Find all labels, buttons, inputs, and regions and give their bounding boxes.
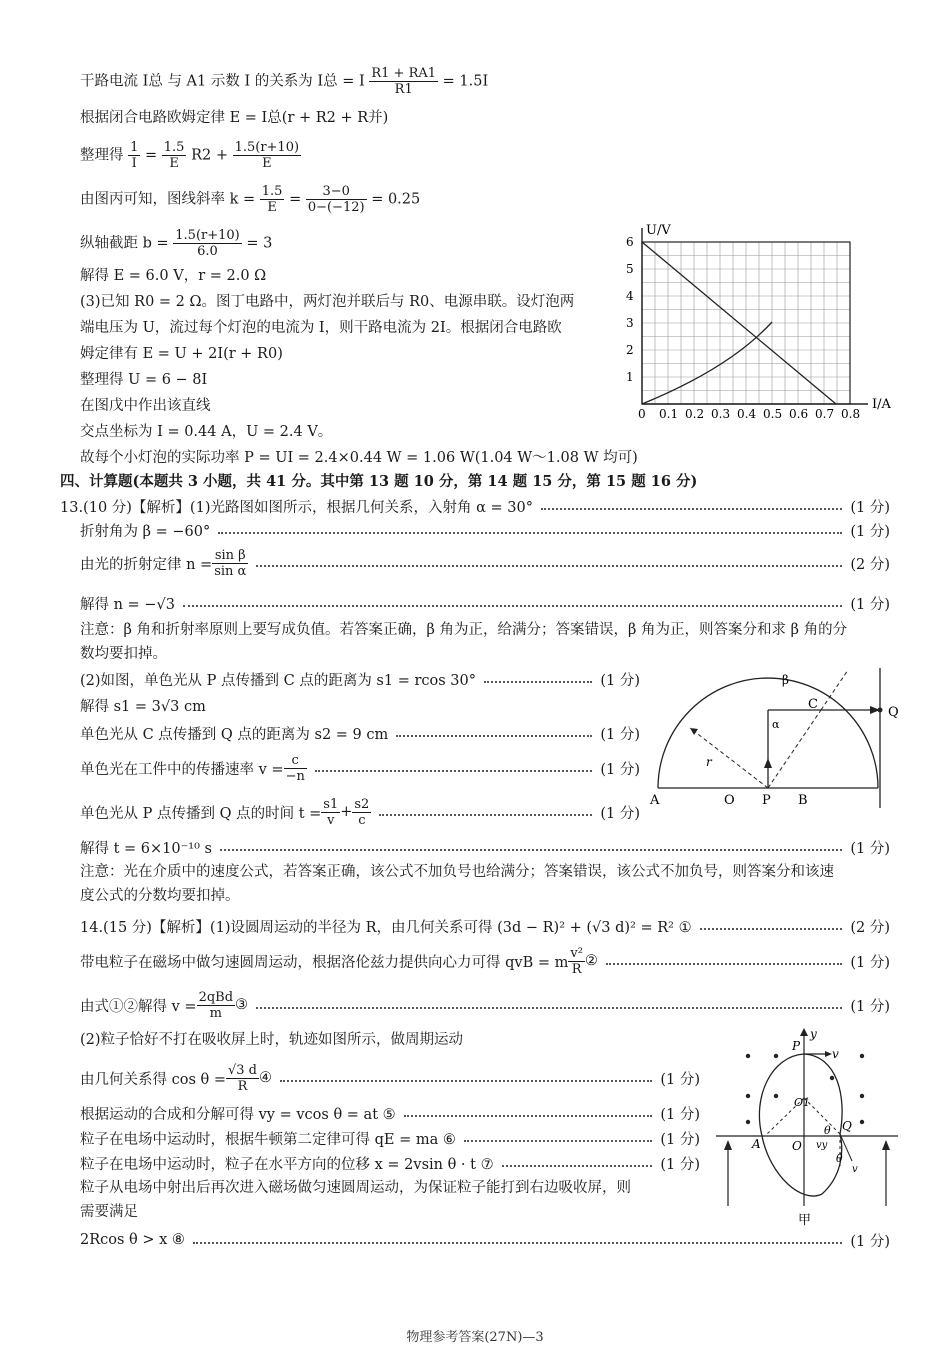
y-tick-label: 1 — [626, 370, 634, 384]
line-13: 故每个小灯泡的实际功率 P = UI = 2.4×0.44 W = 1.06 W(1.04 W～1.08 W 均可) — [80, 450, 638, 466]
incident-arrowhead — [764, 758, 772, 768]
label-o: O — [792, 1139, 802, 1153]
field-dot — [860, 1054, 864, 1058]
label-q: Q — [888, 705, 899, 720]
q14-row-6: 根据运动的合成和分解可得 vy = vcos θ = at ⑤ (1 分) — [80, 1106, 700, 1123]
line-2: 根据闭合电路欧姆定律 E = I总(r + R2 + R并) — [80, 110, 389, 126]
fraction: $\frac{R1 + RA1}{R1}$ — [371, 66, 437, 97]
y-axis-label: U/V — [646, 223, 671, 238]
figure-caption: 甲 — [798, 1213, 812, 1228]
label-r: r — [706, 755, 712, 769]
line-9: 姆定律有 E = U + 2I(r + R0) — [80, 346, 283, 362]
y-tick-label: 2 — [626, 343, 634, 357]
label-alpha: α — [772, 718, 780, 731]
field-dot — [774, 1094, 778, 1098]
x-tick-label: 0.2 — [685, 407, 705, 421]
label-beta: β — [782, 673, 789, 687]
label-vy-1: vy — [816, 1140, 828, 1151]
label-a: A — [752, 1137, 761, 1151]
label-theta-2: θ — [836, 1152, 843, 1165]
field-arrowhead-left — [724, 1140, 732, 1150]
q14-row-11: 2Rcos θ > x ⑧ (1 分) — [80, 1232, 890, 1250]
x-tick-label: 0 — [638, 407, 646, 421]
point-q — [878, 708, 883, 713]
q14-row-9: 粒子从电场中射出后再次进入磁场做匀速圆周运动，为保证粒子能打到右边吸收屏，则 — [80, 1180, 631, 1196]
q14-row-8: 粒子在电场中运动时，粒子在水平方向的位移 x = 2vsin θ · t ⑦ (1 分) — [80, 1156, 700, 1173]
y-arrowhead — [800, 1028, 808, 1036]
q13-note-3: 注意：光在介质中的速度公式，若答案正确，该公式不加负号也给满分；答案错误，该公式不加负号，则答案分和该速 — [80, 864, 834, 880]
q13-row-6: 解得 s1 = 3√3 cm — [80, 699, 206, 715]
q13-row-7: 单色光从 C 点传播到 Q 点的距离为 s2 = 9 cm (1 分) — [80, 726, 640, 743]
field-dot — [746, 1094, 750, 1098]
line-11: 在图戊中作出该直线 — [80, 398, 211, 414]
x-tick-label: 0.8 — [841, 407, 861, 421]
q14-row-10: 需要满足 — [80, 1204, 138, 1220]
line-8: 端电压为 U，流过每个灯泡的电流为 I，则干路电流为 2I。根据闭合电路欧 — [80, 320, 562, 336]
label-c: C — [808, 697, 818, 712]
radius-line — [690, 728, 768, 788]
line-3: 整理得 $\frac{1}{I}$ = $\frac{1.5}{E}$ R2 + $\frac{1.5(r+10)}{E}$ — [80, 140, 300, 171]
q14-row-5: 由几何关系得 cos θ = $\frac{√3 d}{R}$ ④ (1 分) — [80, 1062, 700, 1094]
section-title: 四、计算题(本题共 3 小题，共 41 分。其中第 13 题 10 分，第 14 题 15 分，第 15 题 16 分) — [60, 473, 698, 490]
x-tick-label: 0.4 — [737, 407, 757, 421]
q14-row-2: 带电粒子在磁场中做匀速圆周运动，根据洛伦兹力提供向心力可得 qvB = m $\frac{\text{v²}}{R}$ ② (1 分) — [80, 945, 890, 977]
line-7: (3)已知 R0 = 2 Ω。图丁电路中，两灯泡并联后与 R0、电源串联。设灯泡两 — [80, 294, 575, 310]
line-6: 解得 E = 6.0 V，r = 2.0 Ω — [80, 268, 267, 284]
q13-row-5: (2)如图，单色光从 P 点传播到 C 点的距离为 s1 = rcos 30° (1 分) — [80, 672, 640, 689]
q13-row-3: 由光的折射定律 n = $\frac{\text{sin β}}{\text{sin α}}$ (2 分) — [80, 547, 890, 579]
label-q: Q — [842, 1119, 852, 1133]
q14-row-4: (2)粒子恰好不打在吸收屏上时，轨迹如图所示，做周期运动 — [80, 1032, 464, 1048]
q13-row-2: 折射角为 β = −60° (1 分) — [80, 523, 890, 540]
label-b: B — [798, 793, 808, 808]
x-tick-label: 0.5 — [763, 407, 783, 421]
q13-note-1: 注意：β 角和折射率原则上要写成负值。若答案正确，β 角为正，给满分；答案错误，β 角为正，则答案分和求 β 角的分 — [80, 622, 848, 638]
y-tick-label: 5 — [626, 262, 634, 276]
field-dot — [746, 1054, 750, 1058]
q13-row-1: 13.(10 分)【解析】(1)光路图如图所示，根据几何关系，入射角 α = 30° (1 分) — [60, 499, 890, 516]
label-p: P — [792, 1039, 801, 1053]
x-tick-label: 0.3 — [711, 407, 731, 421]
label-p: P — [762, 793, 771, 808]
y-tick-label: 4 — [626, 289, 634, 303]
line-1: 干路电流 I总 与 A1 示数 I 的关系为 I总 = I $\frac{R1 + RA1}{R1}$ = 1.5I — [80, 66, 489, 97]
q13-row-10: 解得 t = 6×10⁻¹⁰ s (1 分) — [80, 840, 890, 857]
field-arrowhead-right — [882, 1140, 890, 1150]
magnetic-figure — [712, 1026, 902, 1231]
y-tick-label: 6 — [626, 235, 634, 249]
q13-note-4: 度公式的分数均要扣掉。 — [80, 888, 240, 904]
label-y: y — [810, 1027, 817, 1041]
line-4: 由图丙可知，图线斜率 k = $\frac{1.5}{E}$ = $\frac{3-0}{0-(-12)}$ = 0.25 — [80, 184, 421, 215]
label-vy-2: v — [852, 1164, 858, 1175]
field-dot — [830, 1076, 834, 1080]
page-footer: 物理参考答案(27N)—3 — [406, 1330, 544, 1345]
q13-row-4: 解得 n = −√3 (1 分) — [80, 596, 890, 613]
q14-row-7: 粒子在电场中运动时，根据牛顿第二定律可得 qE = ma ⑥ (1 分) — [80, 1131, 700, 1148]
u-i-graph — [620, 218, 900, 423]
label-o1: O1 — [794, 1096, 811, 1109]
radius-arrowhead — [690, 728, 698, 735]
x-tick-label: 0.7 — [815, 407, 835, 421]
optics-figure — [648, 668, 908, 813]
line-5: 纵轴截距 b = $\frac{1.5(r+10)}{6.0}$ = 3 — [80, 228, 273, 259]
q13-note-2: 数均要扣掉。 — [80, 646, 167, 662]
field-dot — [774, 1054, 778, 1058]
label-a: A — [650, 793, 660, 808]
q13-row-9: 单色光从 P 点传播到 Q 点的时间 t = $\frac{s1}{v}$ + $\frac{s2}{c}$ (1 分) — [80, 796, 640, 828]
x-tick-label: 0.6 — [789, 407, 809, 421]
label-v: v — [832, 1047, 839, 1061]
line-12: 交点坐标为 I = 0.44 A，U = 2.4 V。 — [80, 424, 333, 440]
normal-extension — [821, 670, 848, 710]
x-tick-label: 0.1 — [659, 407, 679, 421]
field-dot — [860, 1120, 864, 1124]
q14-row-1: 14.(15 分)【解析】(1)设圆周运动的半径为 R，由几何关系可得 (3d − R)² + (√3 d)² = R² ① (2 分) — [80, 919, 890, 936]
y-tick-label: 3 — [626, 316, 634, 330]
line-10: 整理得 U = 6 − 8I — [80, 372, 208, 388]
velocity-p-arrowhead — [825, 1051, 832, 1057]
x-axis-label: I/A — [872, 397, 891, 412]
q14-row-3: 由式①②解得 v = $\frac{\text{2qBd}}{m}$ ③ (1 分) — [80, 989, 890, 1021]
label-theta-1: θ — [824, 1124, 831, 1137]
label-o: O — [724, 793, 735, 808]
field-dot — [746, 1120, 750, 1124]
q13-row-8: 单色光在工件中的传播速率 v = $\frac{c}{-n}$ (1 分) — [80, 752, 640, 784]
field-dot — [860, 1094, 864, 1098]
